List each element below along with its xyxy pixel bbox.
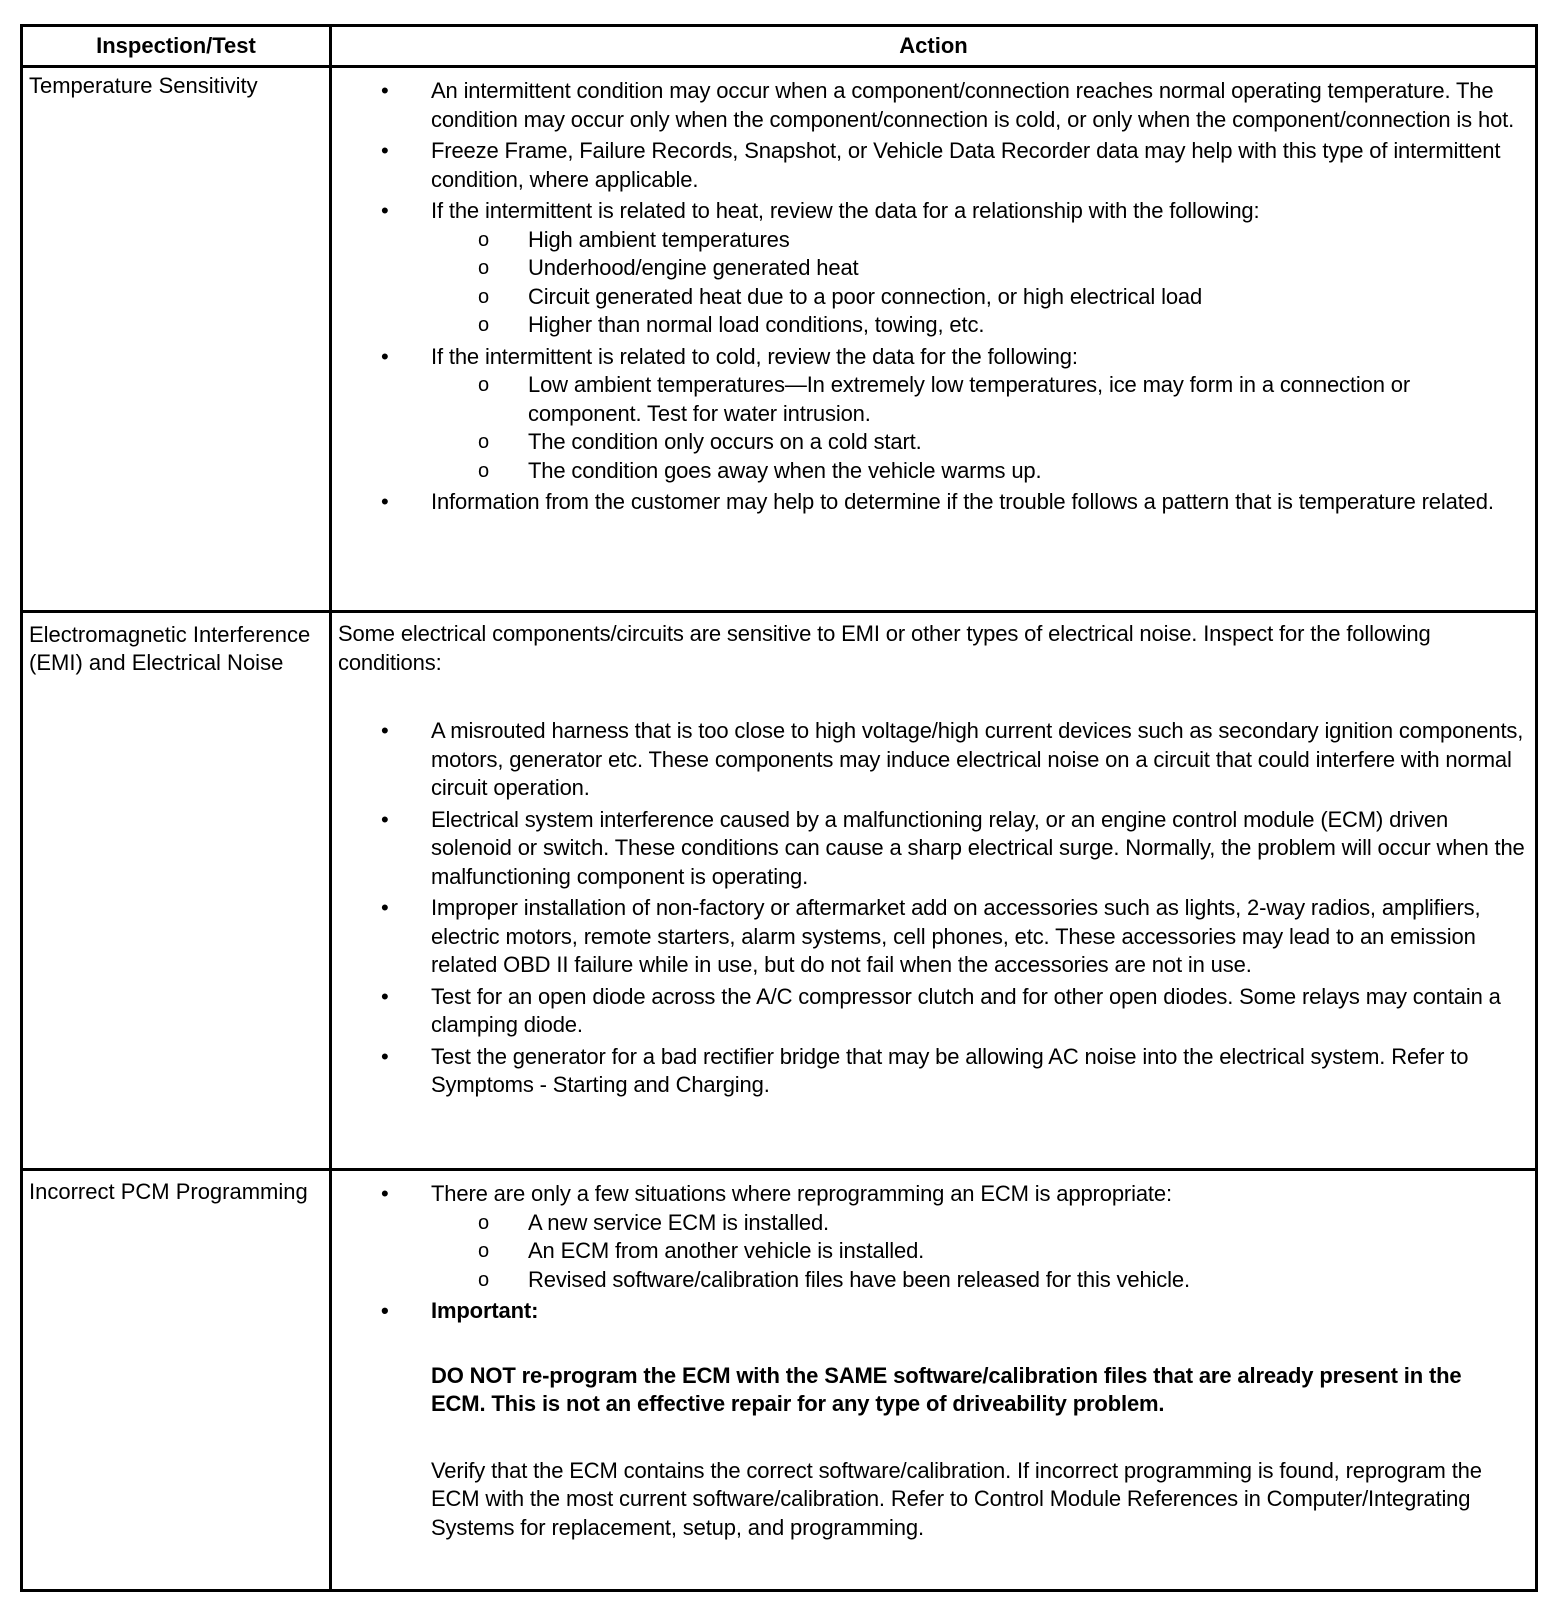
list-item: • Test for an open diode across the A/C compressor clutch and for other open diodes. Some relays may contain a clamping diode. [332,983,1535,1040]
sub-list-item: o Revised software/calibration files have been released for this vehicle. [429,1266,1535,1295]
list-item: • A misrouted harness that is too close to high voltage/high current devices such as secondary ignition components, motors, generator etc. These components may induce electrical noise on a circuit that could interfere with normal circuit operation. [332,717,1535,803]
sub-list-item: o Low ambient temperatures—In extremely low temperatures, ice may form in a connection or component. Test for water intrusion. [429,371,1535,428]
action-emi-electrical-noise [332,620,1535,1103]
list-item: • If the intermittent is related to heat, review the data for a relationship with the following: [332,197,1535,226]
sub-list [332,371,1535,485]
header-divider [23,65,1535,68]
sub-list [332,226,1535,340]
row-divider-1 [23,610,1535,613]
inspection-incorrect-pcm-programming: Incorrect PCM Programming [29,1179,308,1204]
header-inspection-test: Inspection/Test [96,33,256,58]
sub-list-item: o Underhood/engine generated heat [429,254,1535,283]
verify-text: Verify that the ECM contains the correct software/calibration. If incorrect programming is found, reprogram the ECM with the most current software/calibration. Refer to Control Module References in Computer/Integrating Systems for replacement, setup, and programming. [431,1457,1482,1540]
intro-paragraph: Some electrical components/circuits are sensitive to EMI or other types of electrical noise. Inspect for the following conditions: [338,621,1431,675]
list-item: • Improper installation of non-factory or aftermarket add on accessories such as lights, 2-way radios, amplifiers, electric motors, remote starters, alarm systems, cell phones, etc. These accessories may lead to an emission related OBD II failure while in use, but do not fail when the accessories are not in use. [332,894,1535,980]
row-divider-2 [23,1168,1535,1171]
list-item: • If the intermittent is related to cold, review the data for the following: [332,343,1535,372]
list-item: • Electrical system interference caused by a malfunctioning relay, or an engine control module (ECM) driven solenoid or switch. These conditions can cause a sharp electrical surge. Normally, the problem will occur when the malfunctioning component is operating. [332,806,1535,892]
action-temperature-sensitivity [332,77,1535,520]
list-item: • There are only a few situations where reprogramming an ECM is appropriate: [332,1180,1535,1209]
important-label: • Important: [332,1297,1535,1326]
sub-list [332,1209,1535,1295]
warning-text: DO NOT re-program the ECM with the SAME software/calibration files that are already present in the ECM. This is not an effective repair for any type of driveability problem. [431,1362,1462,1416]
inspection-emi-electrical-noise: Electromagnetic Interference (EMI) and Electrical Noise [29,622,311,675]
sub-list-item: o A new service ECM is installed. [429,1209,1535,1238]
action-incorrect-pcm-programming [332,1180,1535,1542]
list-item: • Freeze Frame, Failure Records, Snapshot, or Vehicle Data Recorder data may help with this type of intermittent condition, where applicable. [332,137,1535,194]
sub-list-item: o Circuit generated heat due to a poor connection, or high electrical load [429,283,1535,312]
list-item: • Test the generator for a bad rectifier bridge that may be allowing AC noise into the electrical system. Refer to Symptoms - Starting and Charging. [332,1043,1535,1100]
sub-list-item: o The condition goes away when the vehicle warms up. [429,457,1535,486]
list-item: • Information from the customer may help to determine if the trouble follows a pattern that is temperature related. [332,488,1535,517]
inspection-temperature-sensitivity: Temperature Sensitivity [29,73,258,98]
header-action: Action [899,33,968,58]
sub-list-item: o The condition only occurs on a cold start. [429,428,1535,457]
inspection-table [20,24,1538,1592]
sub-list-item: o An ECM from another vehicle is installed. [429,1237,1535,1266]
sub-list-item: o High ambient temperatures [429,226,1535,255]
list-item: • An intermittent condition may occur when a component/connection reaches normal operating temperature. The condition may occur only when the component/connection is cold, or only when the component/connection is hot. [332,77,1535,134]
sub-list-item: o Higher than normal load conditions, towing, etc. [429,311,1535,340]
